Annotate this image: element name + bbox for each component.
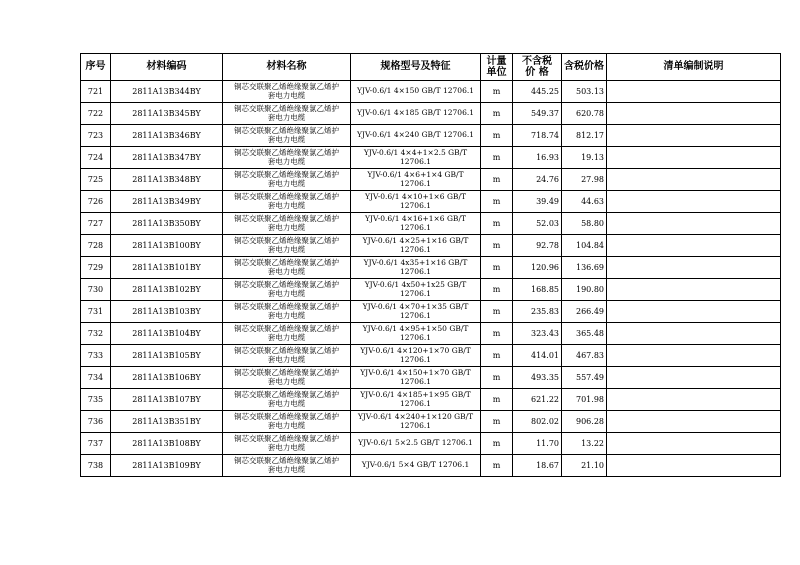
cell-tax-price: 27.98 — [562, 169, 607, 191]
cell-note — [607, 301, 781, 323]
table-row — [81, 345, 781, 367]
cell-code: 2811A13B102BY — [111, 279, 223, 301]
cell-name-line1: 铜芯交联聚乙烯绝缘聚氯乙烯护 — [234, 433, 339, 443]
cell-name — [223, 103, 351, 125]
cell-spec — [351, 191, 481, 213]
cell-spec-line2: 12706.1 — [399, 310, 431, 320]
cell-name — [223, 125, 351, 147]
cell-name — [223, 455, 351, 477]
cell-spec-line2: 12706.1 — [399, 244, 431, 254]
header-name: 材料名称 — [223, 54, 351, 81]
cell-spec-line1: YJV-0.6/1 4×4+1×2.5 GB/T — [363, 147, 468, 157]
table-row — [81, 279, 781, 301]
cell-name-line2: 套电力电缆 — [267, 464, 306, 474]
cell-code: 2811A13B105BY — [111, 345, 223, 367]
cell-code: 2811A13B104BY — [111, 323, 223, 345]
table-row — [81, 235, 781, 257]
header-pretax-line2: 价 格 — [525, 67, 549, 78]
cell-spec-line2: 12706.1 — [399, 398, 431, 408]
header-code: 材料编码 — [111, 54, 223, 81]
cell-pretax-price: 323.43 — [513, 323, 562, 345]
cell-unit: m — [481, 147, 513, 169]
cell-name — [223, 235, 351, 257]
cell-pretax-price: 24.76 — [513, 169, 562, 191]
cell-pretax-price: 168.85 — [513, 279, 562, 301]
cell-unit: m — [481, 125, 513, 147]
cell-note — [607, 279, 781, 301]
cell-name — [223, 213, 351, 235]
cell-code: 2811A13B106BY — [111, 367, 223, 389]
cell-name-line1: 铜芯交联聚乙烯绝缘聚氯乙烯护 — [234, 213, 339, 223]
cell-spec-line2: 12706.1 — [399, 222, 431, 232]
cell-spec — [351, 411, 481, 433]
cell-note — [607, 323, 781, 345]
cell-spec-line1: YJV-0.6/1 4×95+1×50 GB/T — [362, 323, 469, 333]
cell-name — [223, 257, 351, 279]
table-row — [81, 125, 781, 147]
cell-unit: m — [481, 433, 513, 455]
cell-pretax-price: 718.74 — [513, 125, 562, 147]
cell-spec: YJV-0.6/1 5×4 GB/T 12706.1 — [351, 455, 481, 477]
cell-spec: YJV-0.6/1 5×2.5 GB/T 12706.1 — [351, 433, 481, 455]
cell-note — [607, 81, 781, 103]
cell-unit: m — [481, 323, 513, 345]
cell-tax-price: 190.80 — [562, 279, 607, 301]
cell-tax-price: 906.28 — [562, 411, 607, 433]
cell-tax-price: 701.98 — [562, 389, 607, 411]
cell-seq: 734 — [81, 367, 111, 389]
cell-pretax-price: 414.01 — [513, 345, 562, 367]
header-note: 清单编制说明 — [607, 54, 781, 81]
cell-tax-price: 467.83 — [562, 345, 607, 367]
cell-seq: 733 — [81, 345, 111, 367]
cell-seq: 732 — [81, 323, 111, 345]
cell-seq: 736 — [81, 411, 111, 433]
cell-spec — [351, 257, 481, 279]
cell-pretax-price: 120.96 — [513, 257, 562, 279]
cell-name — [223, 191, 351, 213]
table-row — [81, 433, 781, 455]
cell-seq: 722 — [81, 103, 111, 125]
cell-name-line2: 套电力电缆 — [267, 112, 306, 122]
cell-name — [223, 345, 351, 367]
cell-spec-line2: 12706.1 — [399, 288, 431, 298]
cell-name — [223, 323, 351, 345]
cell-name-line2: 套电力电缆 — [267, 398, 306, 408]
cell-pretax-price: 18.67 — [513, 455, 562, 477]
cell-note — [607, 147, 781, 169]
cell-name-line2: 套电力电缆 — [267, 288, 306, 298]
cell-name-line2: 套电力电缆 — [267, 134, 306, 144]
cell-tax-price: 812.17 — [562, 125, 607, 147]
cell-pretax-price: 39.49 — [513, 191, 562, 213]
cell-code: 2811A13B350BY — [111, 213, 223, 235]
cell-name — [223, 169, 351, 191]
cell-code: 2811A13B100BY — [111, 235, 223, 257]
cell-name-line2: 套电力电缆 — [267, 200, 306, 210]
cell-code: 2811A13B345BY — [111, 103, 223, 125]
cell-spec-line1: YJV-0.6/1 4x35+1×16 GB/T — [363, 257, 468, 267]
cell-name-line1: 铜芯交联聚乙烯绝缘聚氯乙烯护 — [234, 389, 339, 399]
cell-spec: YJV-0.6/1 4×185 GB/T 12706.1 — [351, 103, 481, 125]
cell-name — [223, 367, 351, 389]
cell-note — [607, 389, 781, 411]
cell-seq: 724 — [81, 147, 111, 169]
cell-code: 2811A13B344BY — [111, 81, 223, 103]
cell-spec — [351, 301, 481, 323]
header-unit-line2: 单位 — [486, 67, 507, 78]
cell-unit: m — [481, 103, 513, 125]
cell-name-line1: 铜芯交联聚乙烯绝缘聚氯乙烯护 — [234, 169, 339, 179]
cell-name-line2: 套电力电缆 — [267, 244, 306, 254]
cell-code: 2811A13B347BY — [111, 147, 223, 169]
cell-pretax-price: 445.25 — [513, 81, 562, 103]
cell-pretax-price: 802.02 — [513, 411, 562, 433]
cell-code: 2811A13B101BY — [111, 257, 223, 279]
table-row — [81, 323, 781, 345]
cell-spec — [351, 279, 481, 301]
table-row — [81, 169, 781, 191]
cell-name-line1: 铜芯交联聚乙烯绝缘聚氯乙烯护 — [234, 455, 339, 465]
header-pretax-price — [513, 54, 562, 81]
cell-name — [223, 389, 351, 411]
cell-note — [607, 235, 781, 257]
cell-spec-line1: YJV-0.6/1 4x50+1x25 GB/T — [364, 279, 467, 289]
cell-name-line2: 套电力电缆 — [267, 332, 306, 342]
cell-name — [223, 147, 351, 169]
cell-spec-line1: YJV-0.6/1 4×150+1×70 GB/T — [360, 367, 471, 377]
cell-seq: 737 — [81, 433, 111, 455]
cell-spec — [351, 147, 481, 169]
cell-spec — [351, 235, 481, 257]
cell-name-line1: 铜芯交联聚乙烯绝缘聚氯乙烯护 — [234, 345, 339, 355]
cell-name-line1: 铜芯交联聚乙烯绝缘聚氯乙烯护 — [234, 191, 339, 201]
cell-tax-price: 19.13 — [562, 147, 607, 169]
cell-name — [223, 411, 351, 433]
cell-code: 2811A13B107BY — [111, 389, 223, 411]
cell-name-line1: 铜芯交联聚乙烯绝缘聚氯乙烯护 — [234, 367, 339, 377]
price-table — [80, 53, 781, 477]
cell-unit: m — [481, 389, 513, 411]
cell-name-line1: 铜芯交联聚乙烯绝缘聚氯乙烯护 — [234, 257, 339, 267]
cell-spec-line1: YJV-0.6/1 4×16+1×6 GB/T — [365, 213, 466, 223]
table-row — [81, 455, 781, 477]
cell-seq: 723 — [81, 125, 111, 147]
cell-note — [607, 345, 781, 367]
cell-seq: 727 — [81, 213, 111, 235]
cell-pretax-price: 621.22 — [513, 389, 562, 411]
cell-tax-price: 104.84 — [562, 235, 607, 257]
cell-name-line1: 铜芯交联聚乙烯绝缘聚氯乙烯护 — [234, 301, 339, 311]
table-row — [81, 301, 781, 323]
cell-spec-line1: YJV-0.6/1 4×25+1×16 GB/T — [362, 235, 469, 245]
cell-unit: m — [481, 213, 513, 235]
cell-tax-price: 58.80 — [562, 213, 607, 235]
cell-name-line1: 铜芯交联聚乙烯绝缘聚氯乙烯护 — [234, 279, 339, 289]
cell-tax-price: 21.10 — [562, 455, 607, 477]
cell-note — [607, 191, 781, 213]
cell-spec-line1: YJV-0.6/1 4×185+1×95 GB/T — [360, 389, 471, 399]
cell-unit: m — [481, 345, 513, 367]
table-row — [81, 81, 781, 103]
cell-unit: m — [481, 279, 513, 301]
header-unit — [481, 54, 513, 81]
cell-spec-line2: 12706.1 — [399, 178, 431, 188]
cell-tax-price: 557.49 — [562, 367, 607, 389]
cell-tax-price: 503.13 — [562, 81, 607, 103]
table-row — [81, 213, 781, 235]
cell-unit: m — [481, 301, 513, 323]
header-row — [81, 54, 781, 81]
cell-spec-line2: 12706.1 — [399, 332, 431, 342]
cell-tax-price: 266.49 — [562, 301, 607, 323]
cell-seq: 728 — [81, 235, 111, 257]
cell-name-line1: 铜芯交联聚乙烯绝缘聚氯乙烯护 — [234, 235, 339, 245]
cell-unit: m — [481, 191, 513, 213]
cell-note — [607, 257, 781, 279]
cell-spec-line2: 12706.1 — [399, 420, 431, 430]
cell-spec-line1: YJV-0.6/1 4×70+1×35 GB/T — [362, 301, 469, 311]
cell-name-line1: 铜芯交联聚乙烯绝缘聚氯乙烯护 — [234, 323, 339, 333]
table-body — [81, 81, 781, 477]
cell-name-line2: 套电力电缆 — [267, 156, 306, 166]
header-tax-price: 含税价格 — [562, 54, 607, 81]
cell-code: 2811A13B108BY — [111, 433, 223, 455]
cell-note — [607, 433, 781, 455]
cell-spec — [351, 213, 481, 235]
cell-spec — [351, 169, 481, 191]
table-row — [81, 367, 781, 389]
cell-unit: m — [481, 367, 513, 389]
cell-code: 2811A13B351BY — [111, 411, 223, 433]
cell-pretax-price: 493.35 — [513, 367, 562, 389]
cell-spec-line1: YJV-0.6/1 4×120+1×70 GB/T — [360, 345, 471, 355]
cell-tax-price: 136.69 — [562, 257, 607, 279]
cell-pretax-price: 549.37 — [513, 103, 562, 125]
cell-spec: YJV-0.6/1 4×240 GB/T 12706.1 — [351, 125, 481, 147]
cell-spec-line1: YJV-0.6/1 4×240+1×120 GB/T — [357, 411, 474, 421]
cell-spec: YJV-0.6/1 4×150 GB/T 12706.1 — [351, 81, 481, 103]
cell-name-line1: 铜芯交联聚乙烯绝缘聚氯乙烯护 — [234, 103, 339, 113]
cell-pretax-price: 11.70 — [513, 433, 562, 455]
cell-spec-line2: 12706.1 — [399, 156, 431, 166]
cell-name — [223, 433, 351, 455]
cell-unit: m — [481, 455, 513, 477]
cell-seq: 729 — [81, 257, 111, 279]
cell-pretax-price: 235.83 — [513, 301, 562, 323]
cell-tax-price: 44.63 — [562, 191, 607, 213]
cell-spec-line2: 12706.1 — [399, 200, 431, 210]
header-unit-line1: 计量 — [486, 55, 507, 67]
table-header — [81, 54, 781, 81]
cell-spec-line2: 12706.1 — [399, 354, 431, 364]
cell-seq: 721 — [81, 81, 111, 103]
table-row — [81, 103, 781, 125]
table-row — [81, 411, 781, 433]
cell-unit: m — [481, 169, 513, 191]
table-row — [81, 147, 781, 169]
cell-name-line1: 铜芯交联聚乙烯绝缘聚氯乙烯护 — [234, 81, 339, 91]
cell-seq: 725 — [81, 169, 111, 191]
cell-name — [223, 279, 351, 301]
cell-pretax-price: 92.78 — [513, 235, 562, 257]
cell-name-line2: 套电力电缆 — [267, 376, 306, 386]
cell-spec-line2: 12706.1 — [399, 376, 431, 386]
cell-pretax-price: 16.93 — [513, 147, 562, 169]
cell-name-line2: 套电力电缆 — [267, 178, 306, 188]
cell-name-line2: 套电力电缆 — [267, 354, 306, 364]
header-pretax-line1: 不含税 — [522, 55, 552, 67]
cell-spec — [351, 389, 481, 411]
cell-code: 2811A13B348BY — [111, 169, 223, 191]
cell-note — [607, 169, 781, 191]
cell-name-line2: 套电力电缆 — [267, 442, 306, 452]
cell-note — [607, 455, 781, 477]
cell-unit: m — [481, 81, 513, 103]
cell-note — [607, 125, 781, 147]
cell-note — [607, 213, 781, 235]
cell-code: 2811A13B349BY — [111, 191, 223, 213]
cell-tax-price: 365.48 — [562, 323, 607, 345]
table-row — [81, 389, 781, 411]
cell-spec-line1: YJV-0.6/1 4×6+1×4 GB/T — [367, 169, 464, 179]
cell-name-line2: 套电力电缆 — [267, 420, 306, 430]
cell-spec — [351, 345, 481, 367]
cell-name-line1: 铜芯交联聚乙烯绝缘聚氯乙烯护 — [234, 147, 339, 157]
cell-spec — [351, 323, 481, 345]
cell-seq: 738 — [81, 455, 111, 477]
cell-unit: m — [481, 411, 513, 433]
cell-note — [607, 103, 781, 125]
header-spec: 规格型号及特征 — [351, 54, 481, 81]
cell-seq: 731 — [81, 301, 111, 323]
cell-name — [223, 301, 351, 323]
cell-name-line1: 铜芯交联聚乙烯绝缘聚氯乙烯护 — [234, 411, 339, 421]
cell-tax-price: 13.22 — [562, 433, 607, 455]
cell-note — [607, 367, 781, 389]
cell-spec-line1: YJV-0.6/1 4×10+1×6 GB/T — [365, 191, 466, 201]
cell-seq: 730 — [81, 279, 111, 301]
cell-pretax-price: 52.03 — [513, 213, 562, 235]
table-row — [81, 257, 781, 279]
cell-spec-line2: 12706.1 — [399, 266, 431, 276]
cell-name — [223, 81, 351, 103]
cell-spec — [351, 367, 481, 389]
table-row — [81, 191, 781, 213]
cell-seq: 735 — [81, 389, 111, 411]
cell-name-line2: 套电力电缆 — [267, 222, 306, 232]
cell-name-line2: 套电力电缆 — [267, 90, 306, 100]
cell-note — [607, 411, 781, 433]
cell-unit: m — [481, 235, 513, 257]
cell-name-line1: 铜芯交联聚乙烯绝缘聚氯乙烯护 — [234, 125, 339, 135]
cell-tax-price: 620.78 — [562, 103, 607, 125]
cell-code: 2811A13B346BY — [111, 125, 223, 147]
cell-code: 2811A13B103BY — [111, 301, 223, 323]
cell-name-line2: 套电力电缆 — [267, 266, 306, 276]
cell-name-line2: 套电力电缆 — [267, 310, 306, 320]
cell-seq: 726 — [81, 191, 111, 213]
cell-code: 2811A13B109BY — [111, 455, 223, 477]
header-seq: 序号 — [81, 54, 111, 81]
cell-unit: m — [481, 257, 513, 279]
